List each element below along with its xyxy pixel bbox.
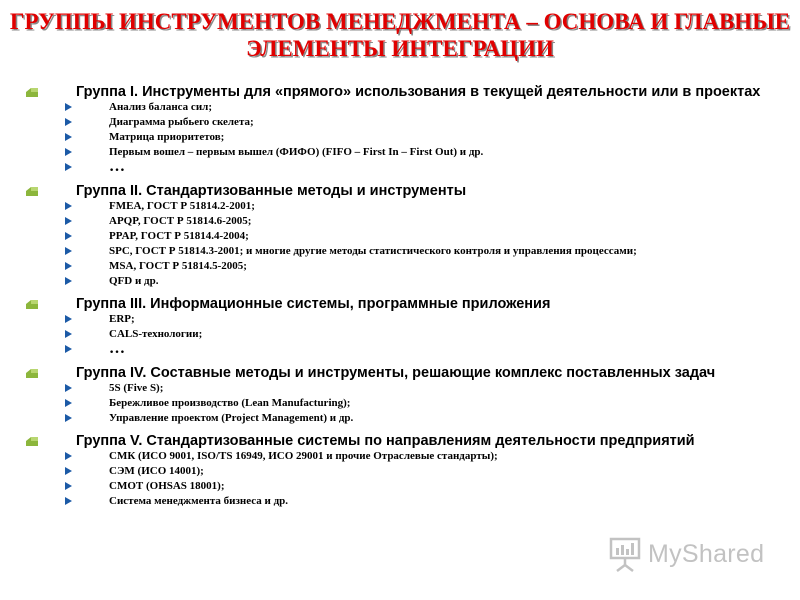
green-bullet-icon	[26, 437, 38, 446]
list-item: FMEA, ГОСТ Р 51814.2-2001;	[0, 199, 800, 214]
list-item: Бережливое производство (Lean Manufacturing);	[0, 396, 800, 411]
list-item: …	[0, 160, 800, 176]
arrow-bullet-icon	[65, 232, 72, 240]
group-5	[0, 433, 800, 509]
list-item: Анализ баланса сил;	[0, 100, 800, 115]
group-items	[0, 312, 800, 358]
list-item: СМК (ИСО 9001, ISO/TS 16949, ИСО 29001 и прочие Отраслевые стандарты);	[0, 449, 800, 464]
arrow-bullet-icon	[65, 202, 72, 210]
group-items	[0, 199, 800, 289]
list-item: Диаграмма рыбьего скелета;	[0, 115, 800, 130]
list-item: Система менеджмента бизнеса и др.	[0, 494, 800, 509]
list-item: APQP, ГОСТ Р 51814.6-2005;	[0, 214, 800, 229]
arrow-bullet-icon	[65, 330, 72, 338]
group-items	[0, 449, 800, 509]
group-1	[0, 84, 800, 176]
green-bullet-icon	[26, 88, 38, 97]
list-item: Первым вошел – первым вышел (ФИФО) (FIFO – First In – First Out) и др.	[0, 145, 800, 160]
arrow-bullet-icon	[65, 315, 72, 323]
slide-title: ГРУППЫ ИНСТРУМЕНТОВ МЕНЕДЖМЕНТА – ОСНОВА И ГЛАВНЫЕ ЭЛЕМЕНТЫ ИНТЕГРАЦИИ	[9, 9, 791, 61]
arrow-bullet-icon	[65, 133, 72, 141]
arrow-bullet-icon	[65, 262, 72, 270]
green-bullet-icon	[26, 300, 38, 309]
arrow-bullet-icon	[65, 277, 72, 285]
group-items	[0, 100, 800, 176]
group-4	[0, 365, 800, 426]
group-2	[0, 183, 800, 289]
list-item: Управление проектом (Project Management) и др.	[0, 411, 800, 426]
list-item: СЭМ (ИСО 14001);	[0, 464, 800, 479]
arrow-bullet-icon	[65, 118, 72, 126]
arrow-bullet-icon	[65, 163, 72, 171]
green-bullet-icon	[26, 369, 38, 378]
arrow-bullet-icon	[65, 148, 72, 156]
arrow-bullet-icon	[65, 103, 72, 111]
group-heading: Группа III. Информационные системы, программные приложения	[76, 296, 551, 312]
list-item: QFD и др.	[0, 274, 800, 289]
group-heading: Группа IV. Составные методы и инструменты, решающие комплекс поставленных задач	[76, 365, 716, 381]
arrow-bullet-icon	[65, 452, 72, 460]
group-heading: Группа V. Стандартизованные системы по направлениям деятельности предприятий	[76, 433, 695, 449]
list-item: …	[0, 342, 800, 358]
arrow-bullet-icon	[65, 482, 72, 490]
arrow-bullet-icon	[65, 217, 72, 225]
presentation-board-icon	[608, 536, 642, 572]
green-bullet-icon	[26, 187, 38, 196]
logo-text: MyShared	[648, 540, 765, 568]
arrow-bullet-icon	[65, 345, 72, 353]
list-item: SPC, ГОСТ Р 51814.3-2001; и многие другие методы статистического контроля и управления процессами;	[0, 244, 800, 259]
group-heading: Группа II. Стандартизованные методы и инструменты	[76, 183, 467, 199]
list-item: СМОТ (OHSAS 18001);	[0, 479, 800, 494]
list-item: MSA, ГОСТ Р 51814.5-2005;	[0, 259, 800, 274]
group-heading: Группа I. Инструменты для «прямого» использования в текущей деятельности или в проектах	[76, 84, 761, 100]
myshared-logo	[608, 536, 768, 576]
groups-list	[0, 84, 800, 516]
arrow-bullet-icon	[65, 497, 72, 505]
group-items	[0, 381, 800, 426]
list-item: ERP;	[0, 312, 800, 327]
arrow-bullet-icon	[65, 467, 72, 475]
arrow-bullet-icon	[65, 247, 72, 255]
list-item: CALS-технологии;	[0, 327, 800, 342]
arrow-bullet-icon	[65, 414, 72, 422]
list-item: 5S (Five S);	[0, 381, 800, 396]
group-3	[0, 296, 800, 358]
list-item: Матрица приоритетов;	[0, 130, 800, 145]
arrow-bullet-icon	[65, 399, 72, 407]
arrow-bullet-icon	[65, 384, 72, 392]
list-item: PPAP, ГОСТ Р 51814.4-2004;	[0, 229, 800, 244]
